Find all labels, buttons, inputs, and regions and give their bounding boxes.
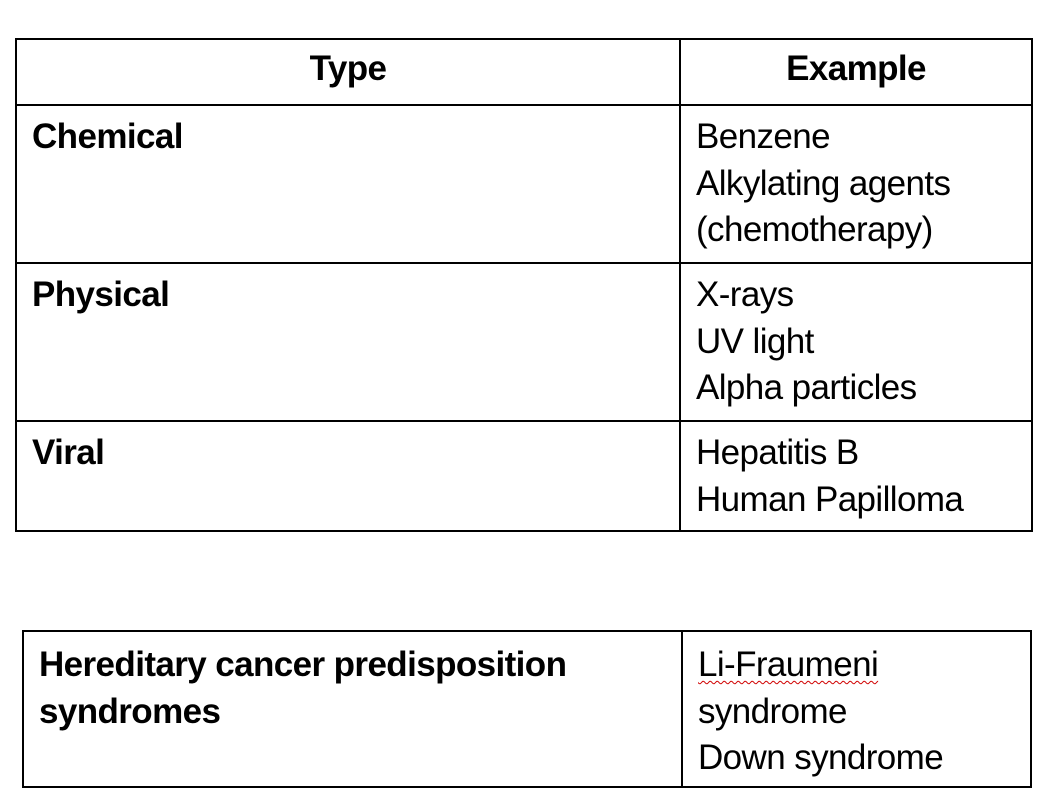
header-example: Example (680, 39, 1032, 105)
example-item: Hepatitis B (696, 433, 859, 472)
header-type: Type (16, 39, 680, 105)
example-item: syndrome (698, 691, 847, 731)
spellcheck-flagged-word: Li-Fraumeni (698, 645, 879, 684)
example-item: Benzene (696, 117, 830, 156)
type-line: Hereditary cancer predisposition (39, 645, 567, 684)
type-cell-hereditary (23, 631, 682, 787)
example-cell-viral (680, 421, 1032, 531)
table-header-row (16, 39, 1032, 105)
table-row (16, 263, 1032, 421)
example-cell-physical (680, 263, 1032, 421)
type-line: syndromes (39, 691, 221, 731)
example-item: (chemotherapy) (696, 210, 933, 249)
example-cell-chemical (680, 105, 1032, 263)
example-item: Alkylating agents (696, 163, 951, 203)
example-item: X-rays (696, 275, 794, 314)
type-cell-physical: Physical (16, 263, 680, 421)
table-row (23, 631, 1031, 787)
table-row (16, 421, 1032, 531)
example-item: Alpha particles (696, 368, 917, 407)
table-row (16, 105, 1032, 263)
example-item: Human Papilloma (696, 479, 964, 519)
example-item: Down syndrome (698, 738, 944, 777)
carcinogen-types-table (15, 38, 1033, 532)
hereditary-syndromes-table (22, 630, 1032, 788)
type-cell-chemical: Chemical (16, 105, 680, 263)
example-item (698, 642, 1016, 689)
type-cell-viral: Viral (16, 421, 680, 531)
example-item: UV light (696, 321, 814, 361)
example-cell-hereditary (682, 631, 1031, 787)
